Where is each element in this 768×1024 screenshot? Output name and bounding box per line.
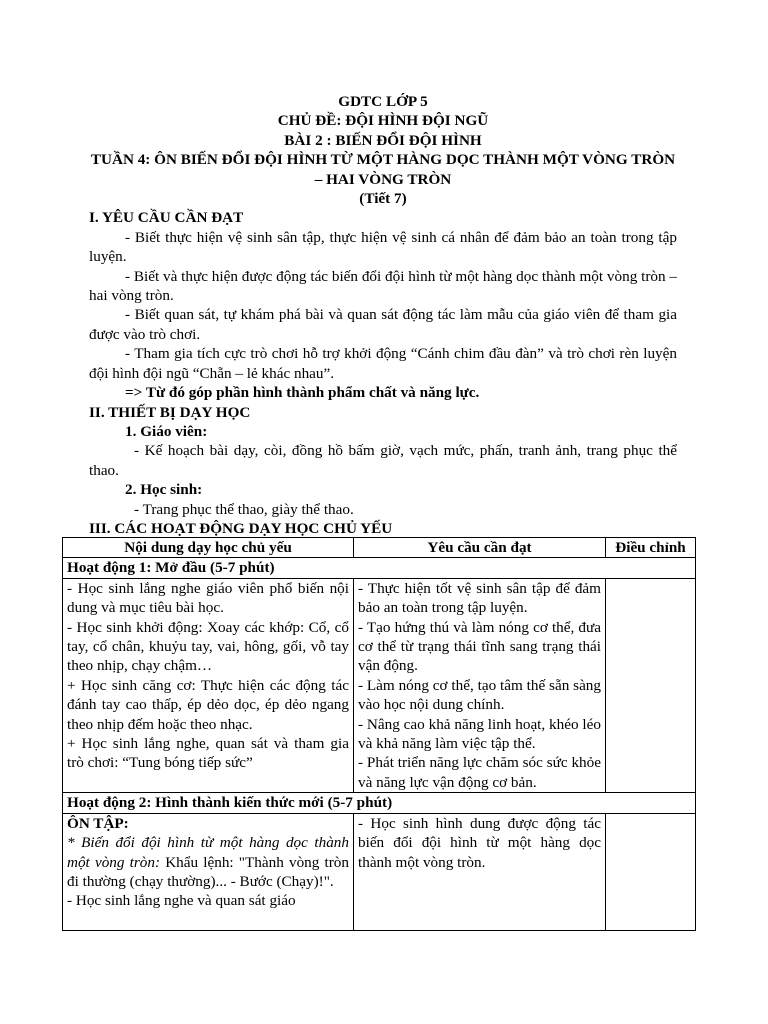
lesson-title: BÀI 2 : BIẾN ĐỔI ĐỘI HÌNH xyxy=(284,131,482,149)
section2-heading: II. THIẾT BỊ DẠY HỌC xyxy=(89,403,251,421)
period-title: (Tiết 7) xyxy=(359,190,407,208)
table-header-row xyxy=(63,538,696,558)
activity2-requirements xyxy=(354,813,606,930)
activities-table xyxy=(62,537,696,931)
list-item: + Học sinh căng cơ: Thực hiện các động tác đánh tay cao thấp, ép dẻo dọc, ép dẻo ngang theo nhịp đếm hoặc theo nhạc. xyxy=(67,676,349,733)
column-header-adjustment: Điều chỉnh xyxy=(606,538,696,558)
list-item: + Học sinh lắng nghe, quan sát và tham gia trò chơi: “Tung bóng tiếp sức” xyxy=(67,735,349,772)
conclusion: => Từ đó góp phần hình thành phẩm chất và năng lực. xyxy=(125,384,480,402)
document-body xyxy=(89,92,677,538)
list-item: - Học sinh khởi động: Xoay các khớp: Cổ, cổ tay, cổ chân, khuỷu tay, vai, hông, gối, vỗ tay theo nhịp, chạy chậm… xyxy=(67,618,349,675)
column-header-content: Nội dung dạy học chủ yếu xyxy=(63,538,354,558)
requirement-item: - Tham gia tích cực trò chơi hỗ trợ khởi động “Cánh chim đầu đàn” và trò chơi rèn luyện đội hình đội ngũ “Chẵn – lẻ khác nhau”. xyxy=(89,345,677,382)
teacher-equipment: - Kế hoạch bài dạy, còi, đồng hồ bấm giờ, vạch mức, phấn, tranh ảnh, trang phục thể thao. xyxy=(89,442,677,479)
command-text: Khẩu lệnh: "Thành vòng tròn đi thường (chạy thường)... - Bước (Chạy)!". xyxy=(67,853,349,890)
list-item: - Làm nóng cơ thể, tạo tâm thế sẵn sàng vào học nội dung chính. xyxy=(358,676,601,714)
list-item: - Nâng cao khả năng linh hoạt, khéo léo và khả năng làm việc tập thể. xyxy=(358,715,601,753)
teacher-heading: 1. Giáo viên: xyxy=(125,422,208,440)
table-row xyxy=(63,793,696,813)
table-row xyxy=(63,578,696,792)
activity2-heading: Hoạt động 2: Hình thành kiến thức mới (5-7 phút) xyxy=(63,793,696,813)
activity1-adjustment xyxy=(606,578,696,792)
section1-heading: I. YÊU CẦU CẦN ĐẠT xyxy=(89,209,244,227)
list-item: - Phát triển năng lực chăm sóc sức khỏe và năng lực vận động cơ bản. xyxy=(358,754,601,791)
requirement-item: - Biết quan sát, tự khám phá bài và quan sát động tác làm mẫu của giáo viên để tham gia được vào trò chơi. xyxy=(89,306,677,343)
activity1-requirements xyxy=(354,578,606,792)
topic-title: CHỦ ĐỀ: ĐỘI HÌNH ĐỘI NGŨ xyxy=(277,112,489,130)
requirement-item: - Biết thực hiện vệ sinh sân tập, thực hiện vệ sinh cá nhân để đảm bảo an toàn trong tập luyện. xyxy=(89,228,677,266)
list-item: - Tạo hứng thú và làm nóng cơ thể, đưa cơ thể từ trạng thái tĩnh sang trạng thái vận động. xyxy=(358,618,601,675)
student-heading: 2. Học sinh: xyxy=(125,481,203,499)
section3-heading: III. CÁC HOẠT ĐỘNG DẠY HỌC CHỦ YẾU xyxy=(89,519,393,537)
student-equipment: - Trang phục thể thao, giày thể thao. xyxy=(134,500,354,518)
table-row xyxy=(63,813,696,930)
subject-title: GDTC LỚP 5 xyxy=(338,93,428,110)
activity1-heading: Hoạt động 1: Mở đầu (5-7 phút) xyxy=(63,558,696,578)
list-item: - Học sinh lắng nghe giáo viên phổ biến nội dung và mục tiêu bài học. xyxy=(67,579,349,617)
activity1-content xyxy=(63,578,354,792)
table-row xyxy=(63,558,696,578)
list-item xyxy=(67,833,349,891)
activity2-adjustment xyxy=(606,813,696,930)
list-item: - Học sinh hình dung được động tác biến đổi đội hình từ một hàng dọc thành một vòng tròn. xyxy=(358,814,601,871)
requirement-item: - Biết và thực hiện được động tác biến đổi đội hình từ một hàng dọc thành một vòng tròn – hai vòng tròn. xyxy=(89,267,677,305)
column-header-requirements: Yêu cầu cần đạt xyxy=(354,538,606,558)
list-item: - Học sinh lắng nghe và quan sát giáo xyxy=(67,892,296,910)
activity2-content xyxy=(63,813,354,930)
formation-change-title: * Biến đổi đội hình từ một hàng dọc thành một vòng tròn: xyxy=(67,834,349,871)
week-title: TUẦN 4: ÔN BIẾN ĐỔI ĐỘI HÌNH TỪ MỘT HÀNG DỌC THÀNH MỘT VÒNG TRÒN – HAI VÒNG TRÒN xyxy=(90,151,676,188)
list-item: - Thực hiện tốt vệ sinh sân tập để đảm bảo an toàn trong tập luyện. xyxy=(358,579,601,617)
review-label: ÔN TẬP: xyxy=(67,814,129,832)
